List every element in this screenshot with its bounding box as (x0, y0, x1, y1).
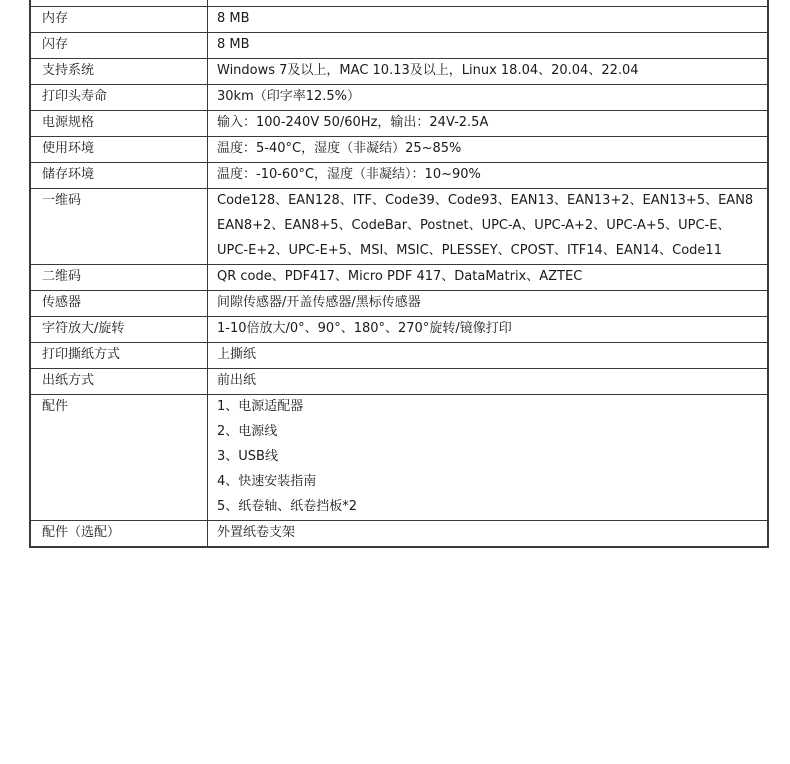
row-label: 内存 (31, 7, 208, 32)
rows-container (31, 7, 767, 546)
table-row (31, 163, 767, 189)
row-label: 储存环境 (31, 163, 208, 188)
table-row (31, 7, 767, 33)
row-label: 字符放大/旋转 (31, 317, 208, 342)
row-value (208, 395, 767, 520)
row-label: 使用环境 (31, 137, 208, 162)
row-label: 支持系统 (31, 59, 208, 84)
table-row (31, 291, 767, 317)
row-label: 闪存 (31, 33, 208, 58)
spec-table (29, 0, 769, 548)
value-line: 间隙传感器/开盖传感器/黑标传感器 (217, 295, 421, 310)
table-row (31, 343, 767, 369)
row-value (208, 521, 767, 546)
table-row (31, 521, 767, 546)
row-value (208, 85, 767, 110)
row-label: 电源规格 (31, 111, 208, 136)
value-line: 温度：-10-60°C，湿度（非凝结）：10~90% (217, 167, 481, 182)
row-value (208, 369, 767, 394)
row-value (208, 189, 767, 264)
table-row (31, 59, 767, 85)
row-label: 配件（选配） (31, 521, 208, 546)
value-line: 外置纸卷支架 (217, 525, 296, 540)
value-line: 4、快速安装指南 (217, 474, 317, 489)
value-line: 3、USB线 (217, 449, 278, 464)
row-label: 配件 (31, 395, 208, 520)
row-value-partial (208, 0, 767, 7)
value-line: 8 MB (217, 11, 250, 26)
row-value (208, 265, 767, 290)
table-row (31, 137, 767, 163)
table-row (31, 317, 767, 343)
row-label: 打印撕纸方式 (31, 343, 208, 368)
row-label: 出纸方式 (31, 369, 208, 394)
value-line: QR code、PDF417、Micro PDF 417、DataMatrix、AZTEC (217, 269, 583, 284)
value-line: Code128、EAN128、ITF、Code39、Code93、EAN13、EAN13+2、EAN13+5、EAN8 (217, 193, 754, 208)
row-label: 二维码 (31, 265, 208, 290)
row-value (208, 343, 767, 368)
row-value (208, 137, 767, 162)
value-line: 上撕纸 (217, 347, 257, 362)
row-value (208, 7, 767, 32)
value-line: 1-10倍放大/0°、90°、180°、270°旋转/镜像打印 (217, 321, 512, 336)
value-line: UPC-E+2、UPC-E+5、MSI、MSIC、PLESSEY、CPOST、ITF14、EAN14、Code11 (217, 243, 722, 258)
value-line: 2、电源线 (217, 424, 278, 439)
row-value (208, 111, 767, 136)
table-row (31, 369, 767, 395)
value-line: 输入：100-240V 50/60Hz，输出：24V-2.5A (217, 115, 489, 130)
table-row (31, 189, 767, 265)
table-row (31, 395, 767, 521)
row-label: 传感器 (31, 291, 208, 316)
table-row-partial (31, 0, 767, 7)
row-label: 一维码 (31, 189, 208, 264)
table-row (31, 85, 767, 111)
table-row (31, 265, 767, 291)
row-label-partial (31, 0, 208, 7)
value-line: 前出纸 (217, 373, 257, 388)
row-value (208, 317, 767, 342)
row-value (208, 33, 767, 58)
row-value (208, 59, 767, 84)
value-line: Windows 7及以上，MAC 10.13及以上，Linux 18.04、20.04、22.04 (217, 63, 639, 78)
value-line: 30km（印字率12.5%） (217, 89, 361, 104)
value-line: 5、纸卷轴、纸卷挡板*2 (217, 499, 358, 514)
value-line: EAN8+2、EAN8+5、CodeBar、Postnet、UPC-A、UPC-A+2、UPC-A+5、UPC-E、 (217, 218, 731, 233)
table-row (31, 33, 767, 59)
row-value (208, 163, 767, 188)
value-line: 1、电源适配器 (217, 399, 304, 414)
row-value (208, 291, 767, 316)
value-line: 温度：5-40°C，湿度（非凝结）25~85% (217, 141, 462, 156)
value-line: 8 MB (217, 37, 250, 52)
table-row (31, 111, 767, 137)
row-label: 打印头寿命 (31, 85, 208, 110)
